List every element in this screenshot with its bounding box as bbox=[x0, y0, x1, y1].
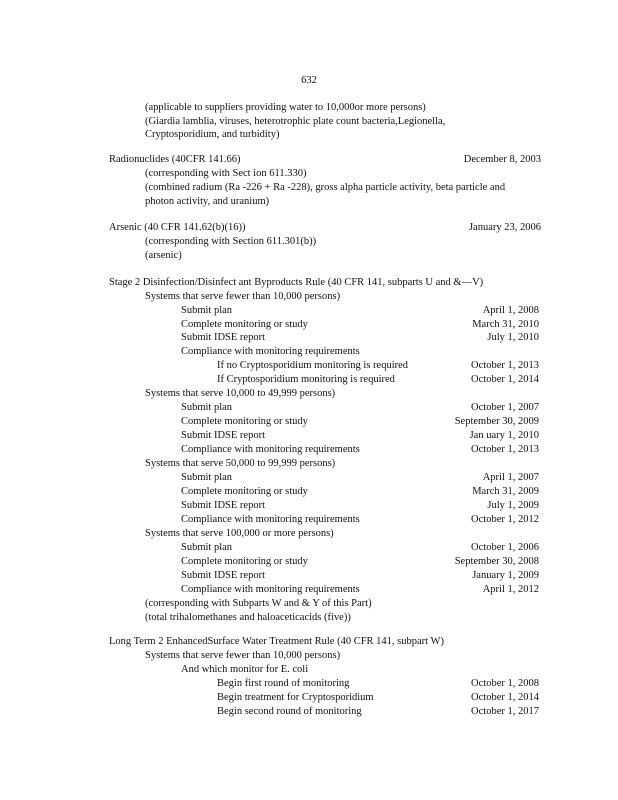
stage2-g4-complete-monitoring: Complete monitoring or study bbox=[181, 556, 308, 567]
stage2-g4-submit-idse-date: January 1, 2009 bbox=[472, 570, 539, 581]
stage2-group1-title: Systems that serve fewer than 10,000 persons) bbox=[145, 291, 341, 302]
lt2-ecoli-subtitle: And which monitor for E. coli bbox=[181, 664, 309, 675]
lt2-first-round-date: October 1, 2008 bbox=[471, 678, 539, 689]
stage2-g1-complete-monitoring-date: March 31, 2010 bbox=[472, 319, 539, 330]
stage2-g1-submit-idse: Submit IDSE report bbox=[181, 332, 265, 343]
stage2-g3-submit-plan: Submit plan bbox=[181, 472, 233, 483]
stage2-g2-submit-idse-date: Jan uary 1, 2010 bbox=[469, 430, 539, 441]
stage2-group3-title: Systems that serve 50,000 to 99,999 persons) bbox=[145, 458, 336, 469]
stage2-g2-complete-monitoring: Complete monitoring or study bbox=[181, 416, 308, 427]
lt2-treatment: Begin treatment for Cryptosporidium bbox=[217, 692, 374, 703]
stage2-g2-complete-monitoring-date: September 30, 2009 bbox=[454, 416, 539, 427]
stage2-group4-title: Systems that serve 100,000 or more persons) bbox=[145, 528, 334, 539]
stage2-g4-compliance: Compliance with monitoring requirements bbox=[181, 584, 360, 595]
arsenic-description: (arsenic) bbox=[145, 250, 182, 261]
lt2-first-round: Begin first round of monitoring bbox=[217, 678, 350, 689]
arsenic-heading: Arsenic (40 CFR 141.62(b)(16)) bbox=[109, 222, 246, 233]
stage2-corresponding: (corresponding with Subparts W and & Y of this Part) bbox=[145, 598, 372, 609]
radionuclides-heading: Radionuclides (40CFR 141.66) bbox=[109, 154, 241, 165]
stage2-heading: Stage 2 Disinfection/Disinfect ant Byproducts Rule (40 CFR 141, subparts U and &—V) bbox=[109, 277, 484, 288]
stage2-contaminants: (total trihalomethanes and haloaceticacids (five)) bbox=[145, 612, 351, 623]
contaminants-note-cont: Cryptosporidium, and turbidity) bbox=[145, 129, 280, 140]
stage2-g4-complete-monitoring-date: September 30, 2008 bbox=[454, 556, 539, 567]
lt2-heading: Long Term 2 EnhancedSurface Water Treatment Rule (40 CFR 141, subpart W) bbox=[109, 636, 444, 647]
contaminants-note: (Giardia lamblia, viruses, heterotrophic plate count bacteria,Legionella, bbox=[145, 116, 446, 127]
arsenic-date: January 23, 2006 bbox=[468, 222, 541, 233]
stage2-g1-crypto-date: October 1, 2014 bbox=[471, 374, 539, 385]
stage2-g4-submit-plan: Submit plan bbox=[181, 542, 233, 553]
lt2-second-round: Begin second round of monitoring bbox=[217, 706, 362, 717]
stage2-g3-complete-monitoring-date: March 31, 2009 bbox=[472, 486, 539, 497]
arsenic-corresponding: (corresponding with Section 611.301(b)) bbox=[145, 236, 317, 247]
stage2-g1-submit-idse-date: July 1, 2010 bbox=[487, 332, 539, 343]
radionuclides-description-cont: photon activity, and uranium) bbox=[145, 196, 270, 207]
lt2-systems-title: Systems that serve fewer than 10,000 persons) bbox=[145, 650, 341, 661]
stage2-g4-submit-plan-date: October 1, 2006 bbox=[471, 542, 539, 553]
stage2-group2-title: Systems that serve 10,000 to 49,999 persons) bbox=[145, 388, 336, 399]
stage2-g3-compliance: Compliance with monitoring requirements bbox=[181, 514, 360, 525]
stage2-g3-complete-monitoring: Complete monitoring or study bbox=[181, 486, 308, 497]
lt2-second-round-date: October 1, 2017 bbox=[471, 706, 539, 717]
stage2-g1-submit-plan-date: April 1, 2008 bbox=[482, 305, 539, 316]
stage2-g1-complete-monitoring: Complete monitoring or study bbox=[181, 319, 308, 330]
stage2-g1-no-crypto-date: October 1, 2013 bbox=[471, 360, 539, 371]
stage2-g2-submit-plan-date: October 1, 2007 bbox=[471, 402, 539, 413]
radionuclides-corresponding: (corresponding with Sect ion 611.330) bbox=[145, 168, 307, 179]
radionuclides-description: (combined radium (Ra -226 + Ra -228), gross alpha particle activity, beta particle and bbox=[145, 182, 506, 193]
stage2-g2-submit-plan: Submit plan bbox=[181, 402, 233, 413]
stage2-g3-compliance-date: October 1, 2012 bbox=[471, 514, 539, 525]
stage2-g1-submit-plan: Submit plan bbox=[181, 305, 233, 316]
stage2-g4-compliance-date: April 1, 2012 bbox=[482, 584, 539, 595]
applicability-note: (applicable to suppliers providing water to 10,000or more persons) bbox=[145, 102, 426, 113]
stage2-g3-submit-idse: Submit IDSE report bbox=[181, 500, 265, 511]
stage2-g4-submit-idse: Submit IDSE report bbox=[181, 570, 265, 581]
stage2-g2-submit-idse: Submit IDSE report bbox=[181, 430, 265, 441]
stage2-g3-submit-plan-date: April 1, 2007 bbox=[482, 472, 539, 483]
page-number: 632 bbox=[301, 75, 317, 86]
stage2-g1-no-crypto: If no Cryptosporidium monitoring is required bbox=[217, 360, 409, 371]
stage2-g1-crypto: If Cryptosporidium monitoring is required bbox=[217, 374, 395, 385]
stage2-g2-compliance: Compliance with monitoring requirements bbox=[181, 444, 360, 455]
radionuclides-date: December 8, 2003 bbox=[463, 154, 541, 165]
lt2-treatment-date: October 1, 2014 bbox=[471, 692, 539, 703]
stage2-g1-compliance: Compliance with monitoring requirements bbox=[181, 346, 360, 357]
stage2-g3-submit-idse-date: July 1, 2009 bbox=[487, 500, 539, 511]
stage2-g2-compliance-date: October 1, 2013 bbox=[471, 444, 539, 455]
